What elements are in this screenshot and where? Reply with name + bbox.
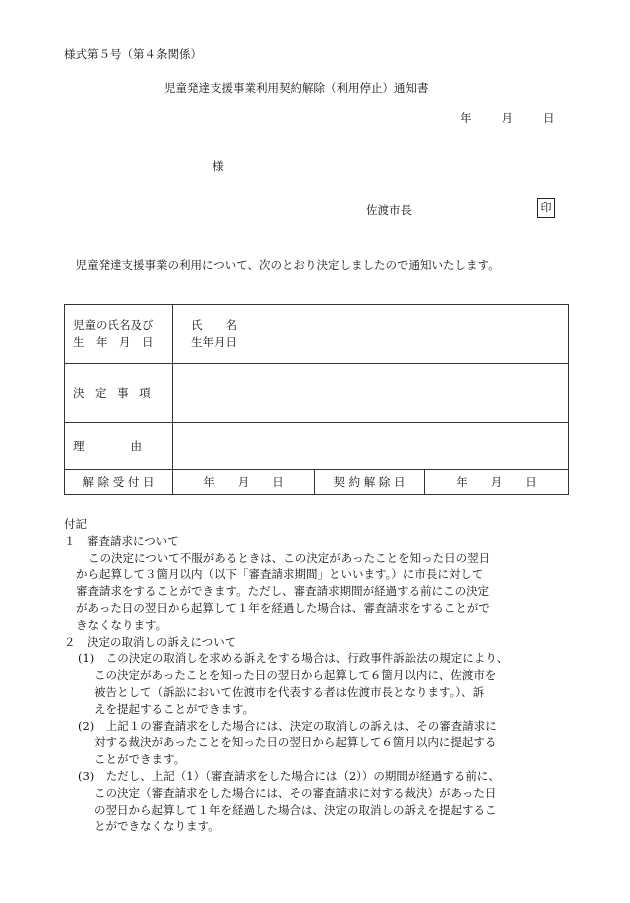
- section-2-item-1: 被告として（訴訟において佐渡市を代表する者は佐渡市長となります。）、訴: [94, 684, 485, 699]
- reason-label: 理 由: [65, 423, 173, 470]
- label-line: 児童の氏名及び: [73, 318, 154, 332]
- section-1-body: この決定について不服があるときは、この決定があったことを知った日の翌日: [88, 550, 491, 565]
- section-1-body: 審査請求をすることができます。ただし、審査請求期間が経過する前にこの決定: [76, 584, 490, 599]
- document-title: 児童発達支援事業利用契約解除（利用停止）通知書: [164, 81, 429, 95]
- section-2-item-1: えを提起することができます。: [94, 701, 255, 716]
- decision-value: [173, 364, 569, 423]
- table-row: [65, 364, 569, 423]
- section-2-item-1: (1) この決定の取消しを求める訴えをする場合は、行政事件訴訟法の規定により、: [78, 651, 509, 666]
- notes-heading: 付記: [64, 517, 87, 531]
- date-month: 月: [501, 111, 513, 125]
- section-1-body: があった日の翌日から起算して１年を経過した場合は、審査請求をすることがで: [76, 600, 490, 615]
- section-2-title: ２ 決定の取消しの訴えについて: [64, 634, 237, 649]
- cancel-receipt-date-label: 解 除 受 付 日: [65, 470, 173, 495]
- table-row: [65, 423, 569, 470]
- section-2-item-3: この決定（審査請求をした場合には、その審査請求に対する裁決）があった日: [94, 785, 497, 800]
- child-name-dob-value: [173, 305, 569, 364]
- section-1-body: きなくなります。: [76, 617, 168, 632]
- seal-box: 印: [537, 198, 555, 218]
- section-2-item-3: の翌日から起算して１年を経過した場合は、決定の取消しの訴えを提起するこ: [94, 802, 497, 817]
- contract-cancel-date-label: 契 約 解 除 日: [315, 470, 425, 495]
- dob-label: 生年月日: [191, 335, 237, 349]
- intro-text: 児童発達支援事業の利用について、次のとおり決定しましたので通知いたします。: [75, 258, 500, 272]
- decision-table: [64, 304, 569, 495]
- issuer-name: 佐渡市長: [366, 203, 412, 217]
- section-2-item-2: ことができます。: [94, 752, 186, 767]
- section-2-item-2: (2) 上記１の審査請求をした場合には、決定の取消しの訴えは、その審査請求に: [78, 718, 497, 733]
- section-2-item-2: 対する裁決があったことを知った日の翌日から起算して６箇月以内に提起する: [94, 735, 497, 750]
- reason-value: [173, 423, 569, 470]
- form-number: 様式第５号（第４条関係）: [64, 47, 202, 61]
- section-1-title: １ 審査請求について: [64, 533, 179, 548]
- section-2-item-1: この決定があったことを知った日の翌日から起算して６箇月以内に、佐渡市を: [94, 668, 497, 683]
- date-line: [460, 110, 555, 126]
- section-1-body: から起算して３箇月以内（以下「審査請求期間」といいます。）に市長に対して: [76, 567, 484, 582]
- cancel-receipt-date-value: 年 月 日: [173, 470, 315, 495]
- notes-section: [64, 516, 584, 835]
- section-2-item-3: とができなくなります。: [94, 819, 220, 834]
- child-name-dob-label: [65, 305, 173, 364]
- label-line: 生 年 月 日: [73, 335, 154, 349]
- contract-cancel-date-value: 年 月 日: [425, 470, 569, 495]
- table-row: [65, 470, 569, 495]
- date-year: 年: [460, 111, 472, 125]
- section-2-item-3: (3) ただし、上記（1）（審査請求をした場合には（2））の期間が経過する前に、: [78, 768, 500, 783]
- addressee-suffix: 様: [212, 159, 224, 173]
- name-label: 氏 名: [191, 318, 237, 332]
- table-row: [65, 305, 569, 364]
- decision-label: 決 定 事 項: [65, 364, 173, 423]
- date-day: 日: [543, 111, 555, 125]
